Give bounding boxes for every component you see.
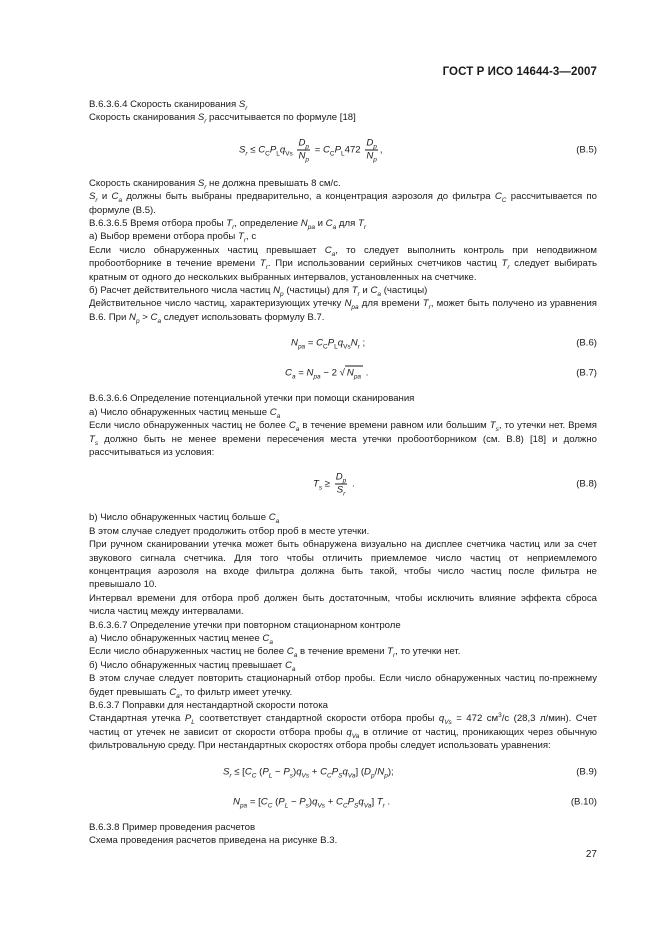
- paragraph-continue: В этом случае следует продолжить отбор проб в месте утечки.: [89, 525, 370, 537]
- paragraph-scheme: Схема проведения расчетов приведена на рисунке В.3.: [89, 835, 338, 847]
- paragraph-scan-intro: Скорость сканирования $S_r$ рассчитывается по формуле [18]: [89, 112, 356, 126]
- equation-b7-number: (В.7): [576, 367, 597, 379]
- equation-b6-number: (В.6): [576, 337, 597, 349]
- paragraph-if-not-more: Если число обнаруженных частиц не более $C_a$ в течение времени равном или большим $T_s$, то утечки нет. Время $T_s$ должно быть не менее времени пересечения места утечки пробоотборником (см. В.8) [18] и должно рассчитываться из условия:: [89, 420, 598, 458]
- paragraph-a-less2: а) Число обнаруженных частиц менее $C_a$: [89, 632, 273, 646]
- paragraph-a-choice: а) Выбор времени отбора пробы $T_r$, с: [89, 231, 257, 245]
- paragraph-interval: Интервал времени для отбора проб должен быть достаточным, чтобы исключить влияние эффекта сброса числа частиц между интервалами.: [89, 592, 597, 618]
- equation-b7: $C_a = N_{pa} - 2$ √ $N_{pa}$ . (В.7): [285, 367, 597, 381]
- paragraph-scan-limit: Скорость сканирования $S_r$ не должна превышать 8 см/с.: [89, 177, 341, 191]
- paragraph-repeat: В этом случае следует повторить стационарный отбор пробы. Если число обнаруженных частиц по-прежнему будет превышать $C_a$, то фильтр имеет утечку.: [89, 673, 597, 700]
- equation-b5: $S_r \le C_CP_Lq_{Vs}$ $\frac{D_p}{N_p}$ = $C_CP_L472$ $\frac{D_p}{N_p}$ , (В.5): [239, 137, 597, 164]
- paragraph-sr-ca: $S_r$ и $C_a$ должны быть выбраны предварительно, а концентрация аэрозоля до фильтра $C_C$ рассчитывается по формуле (В.5).: [89, 191, 598, 216]
- heading-b6365: В.6.3.6.5 Время отбора пробы $T_r$, определение $N_{pa}$ и $C_a$ для $T_r$: [89, 218, 366, 231]
- heading-b6366: В.6.3.6.6 Определение потенциальной утечки при помощи сканирования: [89, 393, 415, 405]
- equation-b10-number: (В.10): [570, 796, 597, 808]
- equation-b10: $N_{pa} = [C_C$ $(P_L - P_s)q_{Vs} + C_CP_Sq_{Va}$] $T_r$ . (В.10): [233, 796, 597, 810]
- paragraph-manual: При ручном сканировании утечка может быть обнаружена визуально на дисплее счетчика частиц или за счет звукового сигнала счетчика. Для того чтобы отличить приемлемое число частиц от неприемлемого концентрация аэрозоля на входе фильтра должна быть такой, чтобы число частиц после фильтра не превышало 10.: [89, 539, 597, 591]
- equation-b9-number: (В.9): [576, 766, 597, 778]
- heading-b638: В.6.3.8 Пример проведения расчетов: [89, 821, 256, 833]
- paragraph-b-calc: б) Расчет действительного числа частиц $N_p$ (частицы) для $T_r$ и $C_a$ (частицы): [89, 285, 428, 298]
- document-header: ГОСТ Р ИСО 14644-3—2007: [442, 66, 597, 78]
- equation-b8-number: (В.8): [576, 478, 597, 490]
- heading-b6367: В.6.3.6.7 Определение утечки при повторном стационарном контроле: [89, 619, 401, 631]
- paragraph-standard-leak: Стандартная утечка $P_L$ соответствует стандартной скорости отбора пробы $q_{Vs} = 472$ $см^3/с$ (28,3 л/мин). Счет частиц от утечек не зависит от скорости отбора пробы $q_{Va}$ в отличие от частиц, проникающих через обычную фильтровальную среду. При нестандартных скоростях отбора пробы следует использовать уравнения:: [89, 712, 598, 752]
- paragraph-b-more: b) Число обнаруженных частиц больше $C_a$: [89, 512, 280, 526]
- paragraph-if-not-more2: Если число обнаруженных частиц не более $C_a$ в течение времени $T_r$, то утечки нет.: [89, 646, 461, 660]
- heading-b6364: В.6.3.6.4 Скорость сканирования $S_r$: [89, 99, 248, 112]
- equation-b9: $S_r \le [C_C$ $(P_L - P_s)q_{Vs} + C_CP_Sq_{Va}$] $(D_p/N_p)$; (В.9): [223, 766, 597, 780]
- equation-b5-number: (В.5): [576, 144, 597, 156]
- page-number: 27: [585, 849, 597, 860]
- paragraph-a-less: а) Число обнаруженных частиц меньше $C_a$: [89, 406, 281, 420]
- equation-b8: $T_s$ ≥ $\frac{D_p}{S_r}$ . (В.8): [313, 471, 597, 498]
- paragraph-b-exceeds: б) Число обнаруженных частиц превышает $C_a$: [89, 659, 296, 673]
- paragraph-actual: Действительное число частиц, характеризующих утечку $N_{pa}$ для времени $T_r$, может быть получено из уравнения В.6. При $N_p > C_a$ следует использовать формулу В.7.: [89, 298, 597, 325]
- equation-b6: $N_{pa} = C_CP_Lq_{Vs}N_r$ ; (В.6): [291, 337, 597, 351]
- heading-b637: В.6.3.7 Поправки для нестандартной скорости потока: [89, 700, 329, 711]
- paragraph-if-exceeds: Если число обнаруженных частиц превышает $C_a$, то следует выполнить контроль при неподвижном пробоотборнике в течение времени $T_r$. При использовании серийных счетчиков частиц $T_r$ следует выбирать кратным от одного до нескольких выбранных интервалов, установленных на счетчике.: [89, 244, 597, 283]
- document-body: [89, 98, 597, 847]
